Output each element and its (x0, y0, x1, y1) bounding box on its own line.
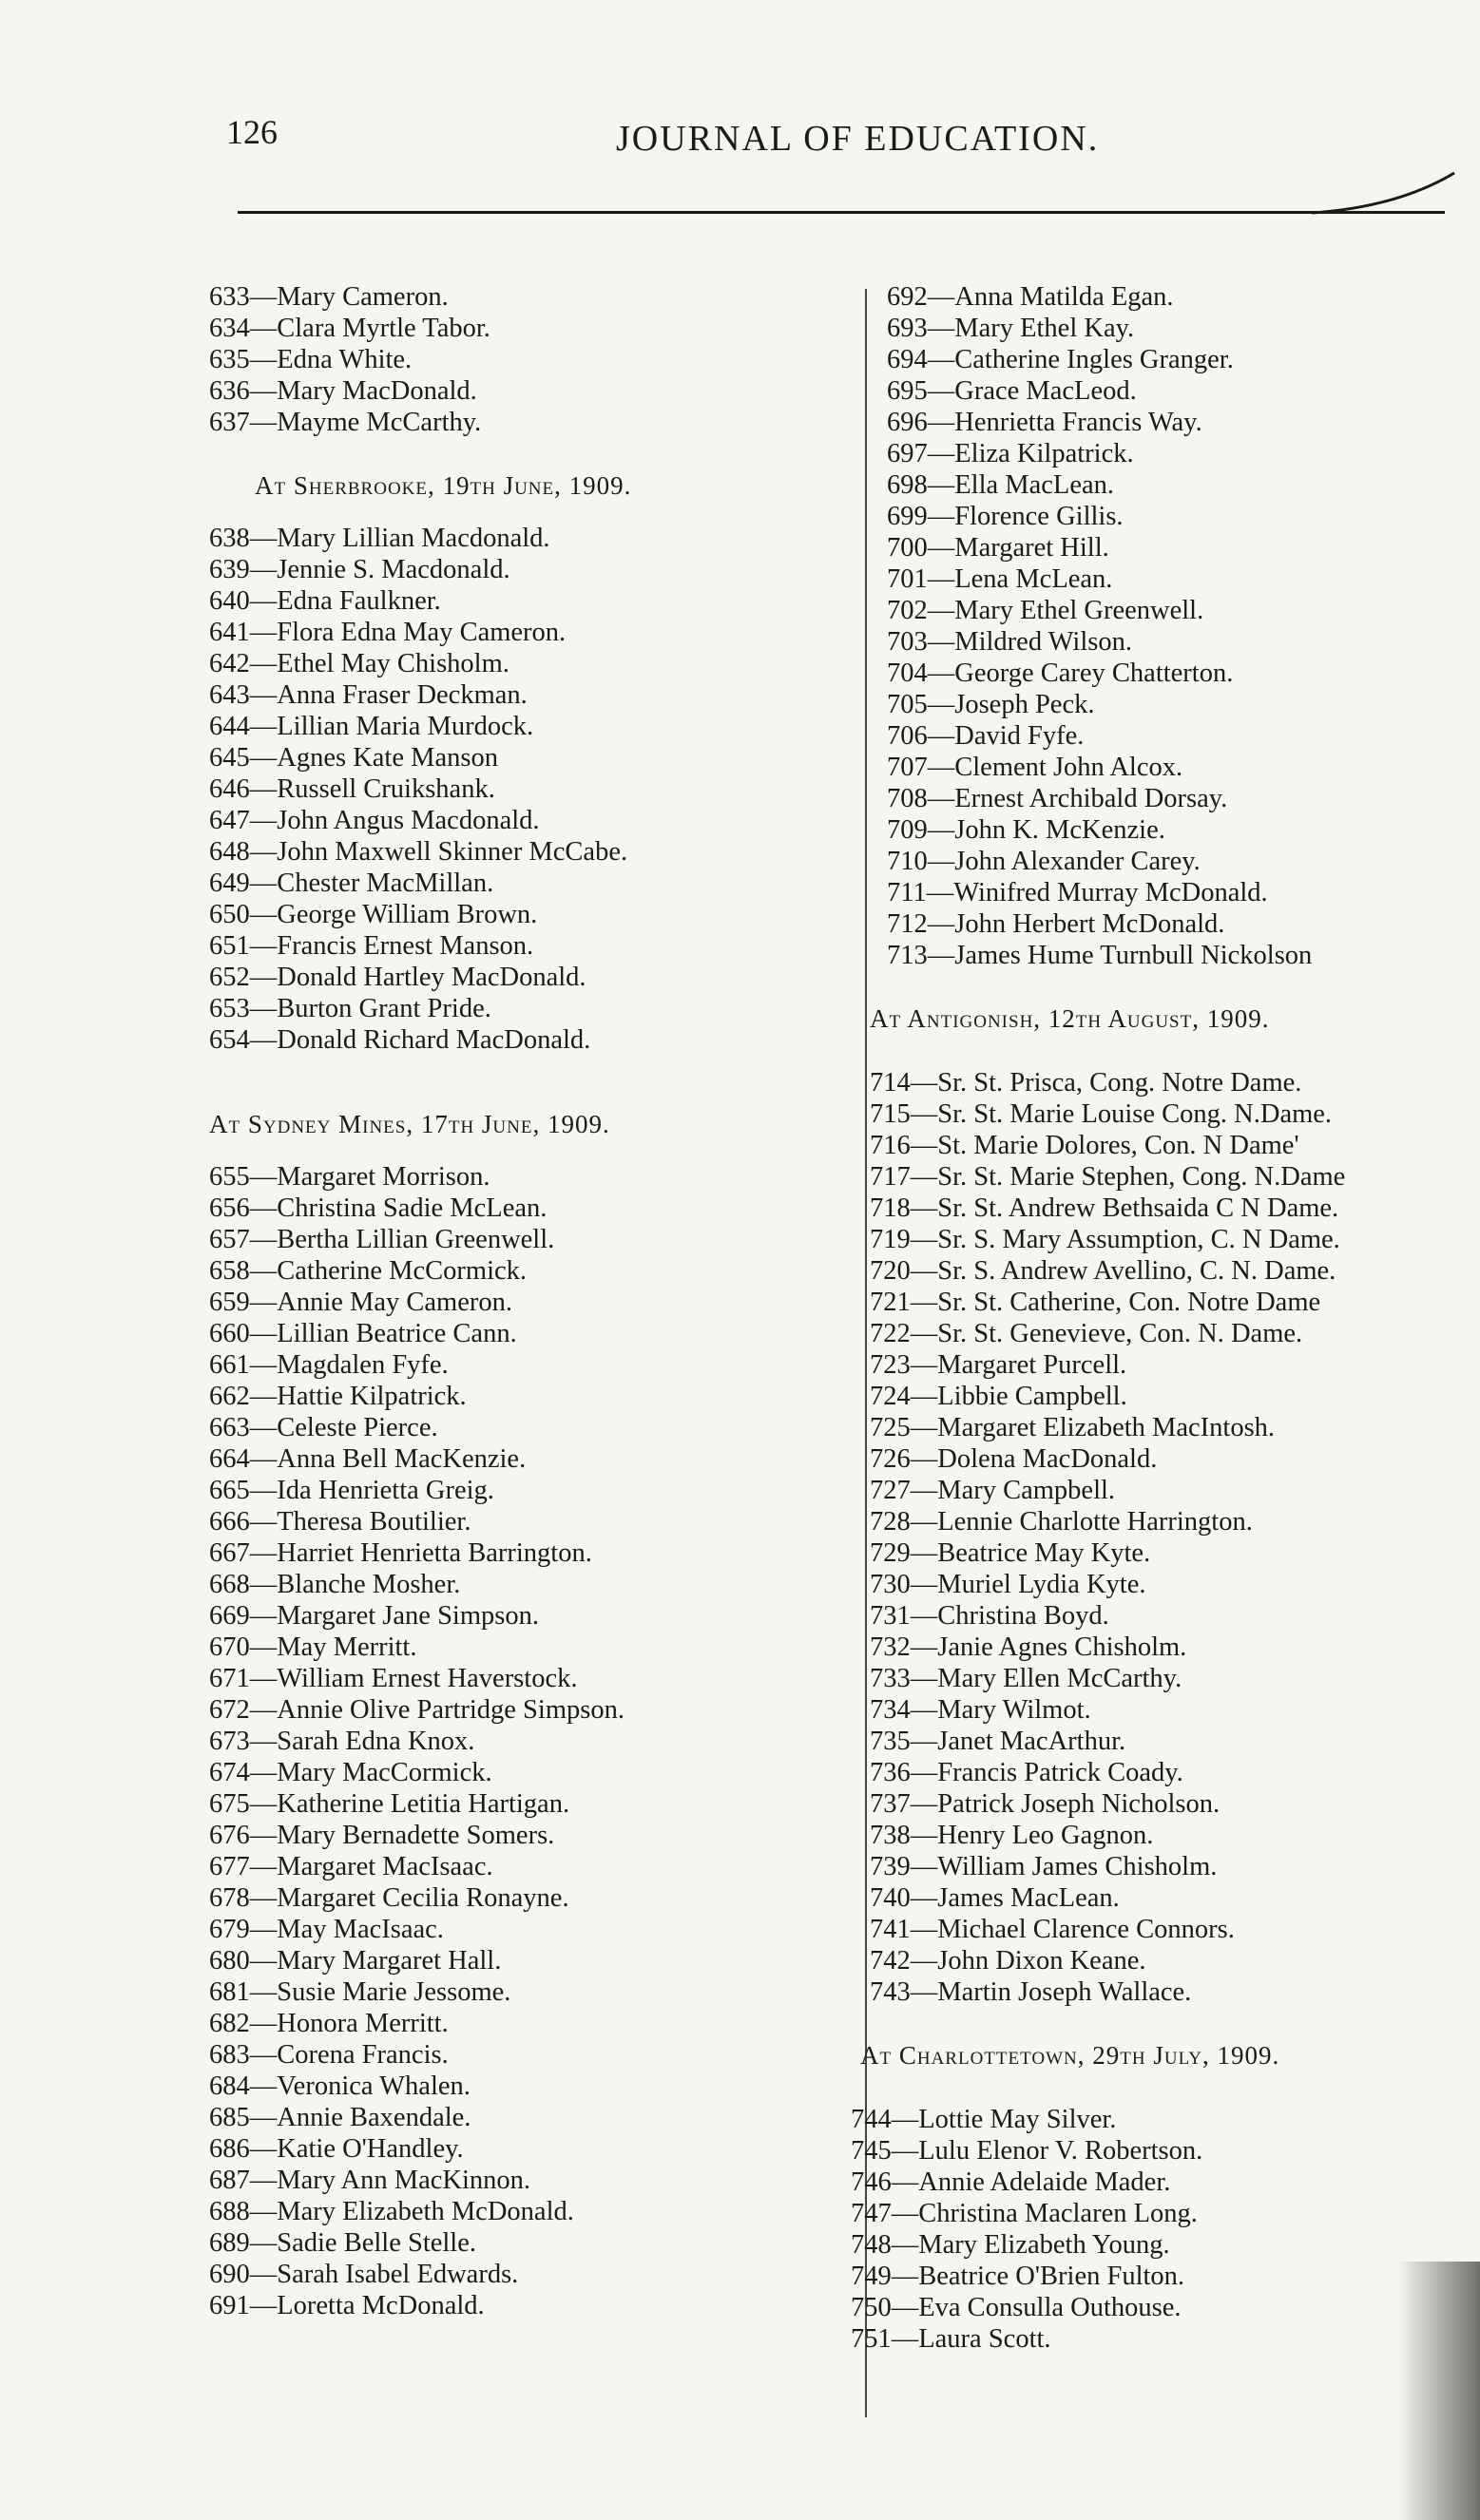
list-item: 722—Sr. St. Genevieve, Con. N. Dame. (870, 1319, 1303, 1348)
list-item: 677—Margaret MacIsaac. (209, 1852, 493, 1881)
list-item: 655—Margaret Morrison. (209, 1162, 490, 1192)
list-item: 645—Agnes Kate Manson (209, 743, 498, 773)
entry-list (870, 1067, 1450, 2008)
list-item: 692—Anna Matilda Egan. (887, 282, 1174, 312)
list-item: 649—Chester MacMillan. (209, 869, 494, 898)
page-header (0, 112, 1480, 179)
list-item: 648—John Maxwell Skinner McCabe. (209, 837, 628, 867)
list-item: 666—Theresa Boutilier. (209, 1507, 471, 1537)
header-rule (238, 211, 1445, 214)
list-item: 737—Patrick Joseph Nicholson. (870, 1789, 1221, 1819)
list-item: 642—Ethel May Chisholm. (209, 649, 509, 678)
list-item: 706—David Fyfe. (887, 721, 1085, 751)
list-item: 656—Christina Sadie McLean. (209, 1193, 548, 1223)
list-item: 745—Lulu Elenor V. Robertson. (851, 2136, 1203, 2166)
list-item: 723—Margaret Purcell. (870, 1350, 1127, 1380)
list-item: 664—Anna Bell MacKenzie. (209, 1444, 527, 1474)
list-item: 683—Corena Francis. (209, 2040, 449, 2070)
list-item: 665—Ida Henrietta Greig. (209, 1476, 494, 1505)
list-item: 721—Sr. St. Catherine, Con. Notre Dame (870, 1288, 1321, 1317)
list-item: 702—Mary Ethel Greenwell. (887, 596, 1204, 625)
list-item: 687—Mary Ann MacKinnon. (209, 2166, 531, 2195)
list-item: 641—Flora Edna May Cameron. (209, 618, 567, 647)
list-item: 728—Lennie Charlotte Harrington. (870, 1507, 1253, 1537)
list-item: 735—Janet MacArthur. (870, 1727, 1126, 1756)
list-item: 680—Mary Margaret Hall. (209, 1946, 502, 1976)
list-item: 678—Margaret Cecilia Ronayne. (209, 1883, 569, 1913)
list-item: 661—Magdalen Fyfe. (209, 1350, 449, 1380)
list-item: 710—John Alexander Carey. (887, 847, 1201, 876)
list-item: 639—Jennie S. Macdonald. (209, 555, 510, 584)
list-item: 748—Mary Elizabeth Young. (851, 2230, 1170, 2260)
list-item: 646—Russell Cruikshank. (209, 774, 495, 804)
list-item: 712—John Herbert McDonald. (887, 909, 1225, 939)
list-item: 652—Donald Hartley MacDonald. (209, 963, 586, 992)
list-item: 693—Mary Ethel Kay. (887, 314, 1135, 343)
list-item: 709—John K. McKenzie. (887, 815, 1165, 845)
list-item: 634—Clara Myrtle Tabor. (209, 314, 490, 343)
list-item: 667—Harriet Henrietta Barrington. (209, 1538, 592, 1568)
list-item: 720—Sr. S. Andrew Avellino, C. N. Dame. (870, 1256, 1336, 1286)
list-item: 647—John Angus Macdonald. (209, 806, 540, 835)
list-item: 717—Sr. St. Marie Stephen, Cong. N.Dame (870, 1162, 1346, 1192)
list-item: 697—Eliza Kilpatrick. (887, 439, 1134, 468)
list-item: 741—Michael Clarence Connors. (870, 1915, 1235, 1944)
header-rule-flourish (1312, 169, 1464, 217)
list-item: 725—Margaret Elizabeth MacIntosh. (870, 1413, 1276, 1442)
list-item: 635—Edna White. (209, 345, 413, 374)
list-item: 636—Mary MacDonald. (209, 376, 477, 406)
list-item: 658—Catherine McCormick. (209, 1256, 528, 1286)
list-item: 670—May Merritt. (209, 1632, 417, 1662)
list-item: 742—John Dixon Keane. (870, 1946, 1146, 1976)
list-item: 730—Muriel Lydia Kyte. (870, 1570, 1146, 1599)
list-item: 686—Katie O'Handley. (209, 2134, 464, 2164)
right-column (841, 281, 1450, 2355)
list-item: 704—George Carey Chatterton. (887, 659, 1234, 688)
list-item: 696—Henrietta Francis Way. (887, 408, 1202, 437)
list-item: 657—Bertha Lillian Greenwell. (209, 1225, 555, 1254)
list-item: 701—Lena McLean. (887, 564, 1113, 594)
page-edge-shadow (1397, 2262, 1480, 2520)
list-item: 633—Mary Cameron. (209, 282, 449, 312)
page-number: 126 (226, 113, 278, 151)
list-item: 672—Annie Olive Partridge Simpson. (209, 1695, 625, 1725)
list-item: 663—Celeste Pierce. (209, 1413, 438, 1442)
list-item: 739—William James Chisholm. (870, 1852, 1218, 1881)
location-heading: At Charlottetown, 29th July, 1909. (860, 2041, 1280, 2070)
list-item: 690—Sarah Isabel Edwards. (209, 2260, 519, 2289)
list-item: 694—Catherine Ingles Granger. (887, 345, 1234, 374)
entry-list (851, 2104, 1450, 2355)
list-item: 718—Sr. St. Andrew Bethsaida C N Dame. (870, 1193, 1339, 1223)
list-item: 676—Mary Bernadette Somers. (209, 1821, 555, 1850)
list-item: 734—Mary Wilmot. (870, 1695, 1091, 1725)
list-item: 651—Francis Ernest Manson. (209, 931, 534, 961)
entry-list (209, 281, 855, 438)
list-item: 679—May MacIsaac. (209, 1915, 444, 1944)
list-item: 729—Beatrice May Kyte. (870, 1538, 1151, 1568)
list-item: 685—Annie Baxendale. (209, 2103, 471, 2132)
list-item: 638—Mary Lillian Macdonald. (209, 524, 550, 553)
entry-list (887, 281, 1450, 971)
list-item: 682—Honora Merritt. (209, 2009, 449, 2038)
list-item: 671—William Ernest Haverstock. (209, 1664, 578, 1693)
list-item: 705—Joseph Peck. (887, 690, 1095, 719)
list-item: 654—Donald Richard MacDonald. (209, 1025, 591, 1055)
list-item: 750—Eva Consulla Outhouse. (851, 2293, 1182, 2322)
list-item: 744—Lottie May Silver. (851, 2105, 1117, 2134)
journal-title: JOURNAL OF EDUCATION. (616, 119, 1100, 159)
left-column (209, 281, 855, 2321)
list-item: 673—Sarah Edna Knox. (209, 1727, 475, 1756)
list-item: 643—Anna Fraser Deckman. (209, 680, 528, 710)
list-item: 700—Margaret Hill. (887, 533, 1109, 563)
list-item: 719—Sr. S. Mary Assumption, C. N Dame. (870, 1225, 1340, 1254)
list-item: 746—Annie Adelaide Mader. (851, 2167, 1171, 2197)
location-heading: At Sydney Mines, 17th June, 1909. (209, 1110, 610, 1138)
list-item: 749—Beatrice O'Brien Fulton. (851, 2262, 1185, 2291)
list-item: 644—Lillian Maria Murdock. (209, 712, 534, 741)
list-item: 707—Clement John Alcox. (887, 753, 1183, 782)
list-item: 669—Margaret Jane Simpson. (209, 1601, 539, 1631)
list-item: 688—Mary Elizabeth McDonald. (209, 2197, 574, 2226)
list-item: 662—Hattie Kilpatrick. (209, 1382, 467, 1411)
list-item: 675—Katherine Letitia Hartigan. (209, 1789, 570, 1819)
list-item: 660—Lillian Beatrice Cann. (209, 1319, 517, 1348)
list-item: 637—Mayme McCarthy. (209, 408, 482, 437)
list-item: 727—Mary Campbell. (870, 1476, 1116, 1505)
list-item: 747—Christina Maclaren Long. (851, 2199, 1198, 2228)
list-item: 640—Edna Faulkner. (209, 586, 441, 616)
list-item: 724—Libbie Campbell. (870, 1382, 1127, 1411)
list-item: 732—Janie Agnes Chisholm. (870, 1632, 1187, 1662)
list-item: 733—Mary Ellen McCarthy. (870, 1664, 1182, 1693)
list-item: 714—Sr. St. Prisca, Cong. Notre Dame. (870, 1068, 1302, 1098)
list-item: 695—Grace MacLeod. (887, 376, 1137, 406)
list-item: 716—St. Marie Dolores, Con. N Dame' (870, 1131, 1299, 1160)
list-item: 703—Mildred Wilson. (887, 627, 1132, 657)
list-item: 711—Winifred Murray McDonald. (887, 878, 1268, 907)
list-item: 691—Loretta McDonald. (209, 2291, 485, 2320)
list-item: 698—Ella MacLean. (887, 470, 1114, 500)
entry-list (209, 1161, 855, 2321)
list-item: 674—Mary MacCormick. (209, 1758, 492, 1787)
entry-list (209, 523, 855, 1056)
list-item: 653—Burton Grant Pride. (209, 994, 491, 1023)
list-item: 715—Sr. St. Marie Louise Cong. N.Dame. (870, 1099, 1333, 1129)
list-item: 740—James MacLean. (870, 1883, 1120, 1913)
list-item: 738—Henry Leo Gagnon. (870, 1821, 1154, 1850)
list-item: 726—Dolena MacDonald. (870, 1444, 1158, 1474)
list-item: 751—Laura Scott. (851, 2324, 1051, 2354)
list-item: 708—Ernest Archibald Dorsay. (887, 784, 1228, 813)
location-heading: At Sherbrooke, 19th June, 1909. (255, 471, 632, 500)
list-item: 731—Christina Boyd. (870, 1601, 1109, 1631)
list-item: 684—Veronica Whalen. (209, 2071, 471, 2101)
list-item: 681—Susie Marie Jessome. (209, 1977, 511, 2007)
list-item: 713—James Hume Turnbull Nickolson (887, 941, 1313, 970)
list-item: 650—George William Brown. (209, 900, 538, 929)
list-item: 659—Annie May Cameron. (209, 1288, 512, 1317)
list-item: 743—Martin Joseph Wallace. (870, 1977, 1192, 2007)
list-item: 668—Blanche Mosher. (209, 1570, 461, 1599)
list-item: 689—Sadie Belle Stelle. (209, 2228, 476, 2258)
location-heading: At Antigonish, 12th August, 1909. (870, 1004, 1270, 1033)
list-item: 699—Florence Gillis. (887, 502, 1124, 531)
list-item: 736—Francis Patrick Coady. (870, 1758, 1183, 1787)
